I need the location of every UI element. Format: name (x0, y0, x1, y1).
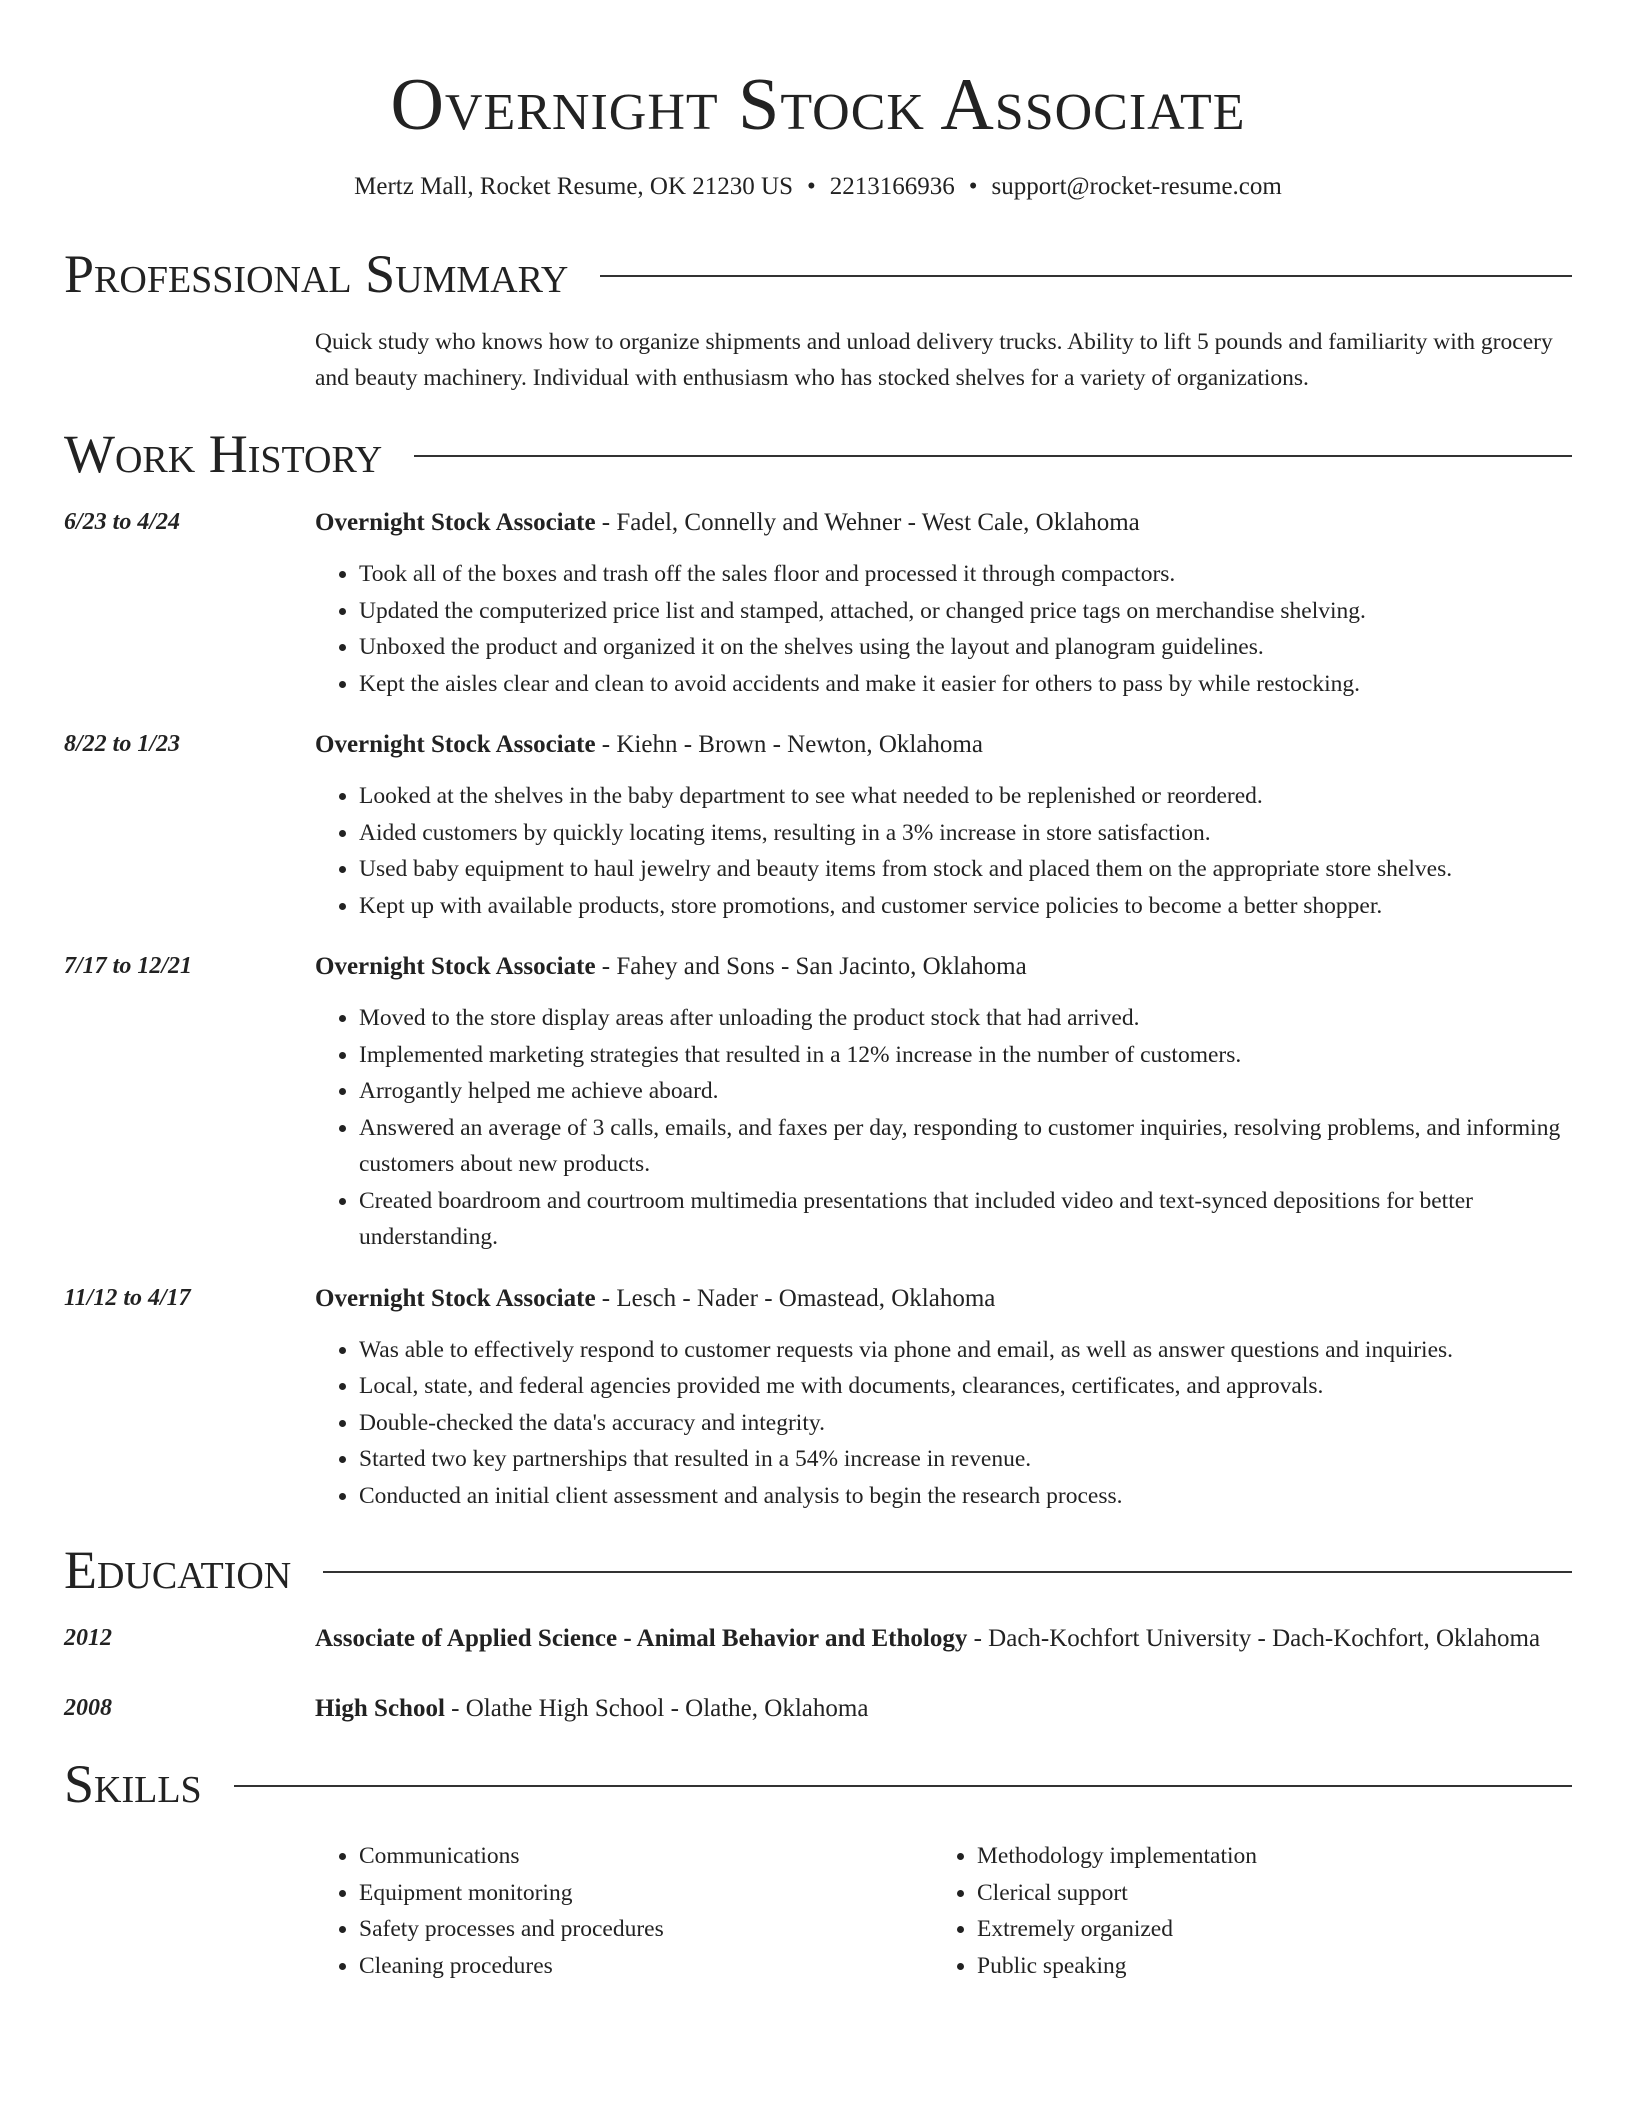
education-school: - Dach-Kochfort University - Dach-Kochfort, Oklahoma (967, 1625, 1541, 1652)
contact-line (64, 170, 1572, 204)
work-title-line (315, 726, 1572, 764)
summary-section-header (64, 238, 1572, 310)
work-dates: 7/17 to 12/21 (64, 953, 193, 979)
work-entry (64, 1280, 1572, 1515)
summary-text: Quick study who knows how to organize shipments and unload delivery trucks. Ability to lift 5 pounds and familiarity with grocery and beauty machinery. Individual with enthusiasm who has stocked shelves for a variety of organizations. (315, 329, 1553, 391)
skill-item: • Methodology implementation (977, 1838, 1257, 1875)
contact-separator: • (968, 173, 978, 200)
education-year: 2012 (64, 1625, 112, 1651)
section-divider (600, 275, 1572, 277)
work-dates: 6/23 to 4/24 (64, 509, 181, 535)
job-bullet: • Moved to the store display areas after unloading the product stock that had arrived. (359, 1000, 1572, 1037)
work-entry (64, 504, 1572, 702)
work-title-line (315, 504, 1572, 542)
education-list (64, 1620, 1572, 1728)
skill-item: • Safety processes and procedures (359, 1911, 933, 1948)
skills-heading: Skills (64, 1754, 202, 1814)
contact-address: Mertz Mall, Rocket Resume, OK 21230 US (354, 173, 793, 200)
job-bullet: • Implemented marketing strategies that resulted in a 12% increase in the number of customers. (359, 1037, 1572, 1074)
section-divider (414, 455, 1572, 457)
skills-list-right (933, 1838, 1257, 1984)
job-title: Overnight Stock Associate (315, 509, 596, 536)
job-bullets (315, 1000, 1572, 1256)
job-bullet: • Kept up with available products, store promotions, and customer service policies to become a better shopper. (359, 888, 1572, 925)
job-bullet: • Looked at the shelves in the baby department to see what needed to be replenished or reordered. (359, 778, 1572, 815)
job-employer: - Fahey and Sons - San Jacinto, Oklahoma (595, 953, 1027, 980)
job-bullets (315, 556, 1572, 702)
work-content (315, 1280, 1572, 1515)
job-bullet: • Updated the computerized price list and stamped, attached, or changed price tags on merchandise shelving. (359, 593, 1572, 630)
job-bullet: • Answered an average of 3 calls, emails, and faxes per day, responding to customer inquiries, resolving problems, and informing customers about new products. (359, 1110, 1572, 1183)
job-employer: - Kiehn - Brown - Newton, Oklahoma (595, 731, 983, 758)
work-history-list (64, 504, 1572, 1514)
resume-page (64, 0, 1572, 1984)
job-title: Overnight Stock Associate (315, 1284, 596, 1312)
contact-separator: • (807, 173, 816, 200)
job-employer: - Fadel, Connelly and Wehner - West Cale, Oklahoma (595, 509, 1140, 536)
job-employer: - Lesch - Nader - Omastead, Oklahoma (595, 1284, 996, 1312)
job-bullet: • Arrogantly helped me achieve aboard. (359, 1073, 1572, 1110)
work-content (315, 504, 1572, 702)
work-section-header (64, 418, 1572, 490)
education-content (315, 1620, 1572, 1658)
job-bullet: • Conducted an initial client assessment and analysis to begin the research process. (359, 1478, 1572, 1515)
education-section-header (64, 1534, 1572, 1606)
education-year: 2008 (64, 1695, 112, 1721)
skills-section-header (64, 1748, 1572, 1820)
job-bullet: • Started two key partnerships that resulted in a 54% increase in revenue. (359, 1441, 1572, 1478)
work-content (315, 948, 1572, 1256)
job-bullets (315, 778, 1572, 924)
job-bullet: • Created boardroom and courtroom multimedia presentations that included video and text-synced depositions for better understanding. (359, 1183, 1572, 1256)
job-title: Overnight Stock Associate (315, 953, 596, 980)
job-bullet: • Local, state, and federal agencies provided me with documents, clearances, certificates, and approvals. (359, 1368, 1572, 1405)
contact-email: support@rocket-resume.com (991, 173, 1282, 200)
work-entry (64, 726, 1572, 924)
work-title-line (315, 1280, 1572, 1318)
education-school: - Olathe High School - Olathe, Oklahoma (444, 1695, 869, 1722)
skills-columns (315, 1838, 1572, 1984)
education-content (315, 1690, 1572, 1728)
job-bullet: • Kept the aisles clear and clean to avoid accidents and make it easier for others to pass by while restocking. (359, 666, 1572, 703)
summary-heading: Professional Summary (64, 244, 569, 304)
contact-phone: 2213166936 (829, 173, 955, 200)
job-bullet: • Took all of the boxes and trash off the sales floor and processed it through compactors. (359, 556, 1572, 593)
skill-item: • Extremely organized (977, 1911, 1257, 1948)
education-degree: High School (315, 1695, 445, 1722)
skill-item: • Equipment monitoring (359, 1875, 933, 1912)
skill-item: • Communications (359, 1838, 933, 1875)
work-title-line (315, 948, 1572, 986)
job-bullet: • Was able to effectively respond to customer requests via phone and email, as well as answer questions and inquiries. (359, 1332, 1572, 1369)
section-divider (234, 1785, 1572, 1787)
job-bullet: • Unboxed the product and organized it on the shelves using the layout and planogram guidelines. (359, 629, 1572, 666)
job-bullet: • Aided customers by quickly locating items, resulting in a 3% increase in store satisfaction. (359, 815, 1572, 852)
job-bullet: • Double-checked the data's accuracy and integrity. (359, 1405, 1572, 1442)
job-bullets (315, 1332, 1572, 1515)
work-dates: 8/22 to 1/23 (64, 731, 181, 757)
work-heading: Work History (64, 424, 383, 484)
education-heading: Education (64, 1540, 292, 1600)
education-entry (64, 1620, 1572, 1658)
education-degree: Associate of Applied Science - Animal Behavior and Ethology (315, 1625, 968, 1652)
education-entry (64, 1690, 1572, 1728)
resume-name: Overnight Stock Associate (390, 64, 1246, 146)
job-bullet: • Used baby equipment to haul jewelry and beauty items from stock and placed them on the appropriate store shelves. (359, 851, 1572, 888)
skill-item: • Public speaking (977, 1948, 1257, 1985)
skill-item: • Clerical support (977, 1875, 1257, 1912)
section-divider (323, 1571, 1572, 1573)
work-entry (64, 948, 1572, 1256)
education-title-line (315, 1620, 1572, 1658)
education-title-line (315, 1690, 1572, 1728)
skills-list-left (315, 1838, 933, 1984)
job-title: Overnight Stock Associate (315, 731, 596, 758)
skill-item: • Cleaning procedures (359, 1948, 933, 1985)
work-dates: 11/12 to 4/17 (64, 1284, 191, 1311)
work-content (315, 726, 1572, 924)
